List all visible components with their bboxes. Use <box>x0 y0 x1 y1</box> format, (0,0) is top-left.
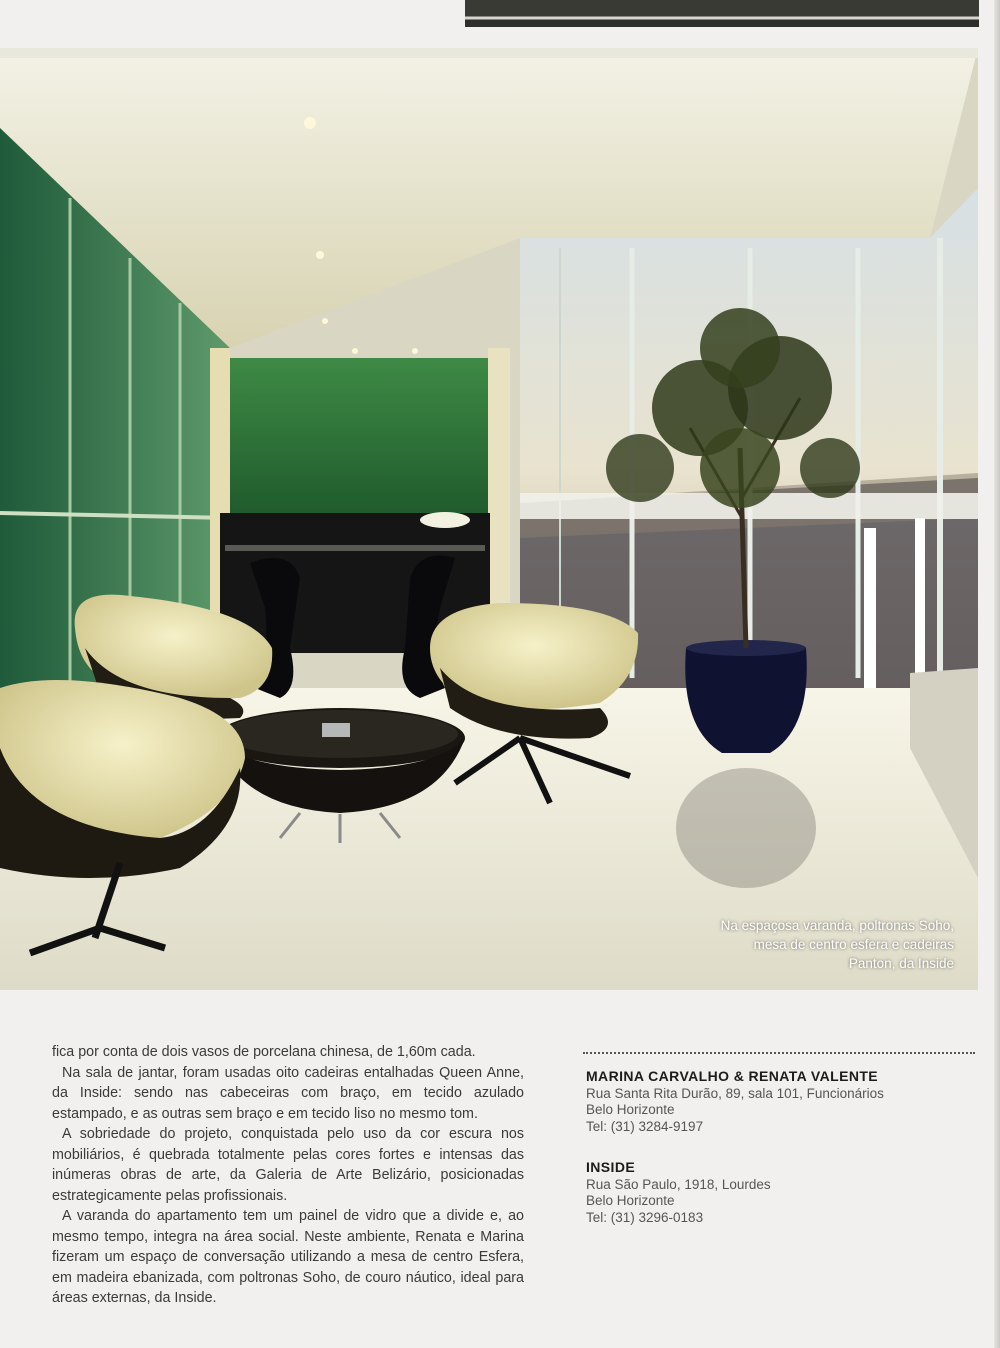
credits-divider <box>583 1052 975 1054</box>
credit-inside <box>586 1159 771 1226</box>
article-paragraph: A varanda do apartamento tem um painel de vidro que a divide e, ao mesmo tempo, integra na área social. Neste ambiente, Renata e Marina fizeram um espaço de conversação utilizando a mesa de centro Esfera, em madeira ebanizada, com poltronas Soho, de couro náutico, ideal para áreas externas, da Inside. <box>52 1208 524 1306</box>
article-body <box>52 1042 524 1309</box>
credit-address: Rua Santa Rita Durão, 89, sala 101, Funcionários <box>586 1085 884 1101</box>
article-paragraph: Na sala de jantar, foram usadas oito cadeiras entalhadas Queen Anne, da Inside: sendo nas cabeceiras com braço, em tecido azulado estampado, e as outras sem braço e em tecido liso no mesmo tom. <box>52 1064 524 1122</box>
previous-photo-strip <box>465 0 979 27</box>
credit-phone: Tel: (31) 3284-9197 <box>586 1118 704 1134</box>
article-paragraph: A sobriedade do projeto, conquistada pelo uso da cor escura nos mobiliários, é quebrada totalmente pelas cores fortes e intensas das inúmeras obras de arte, da Galeria de Arte Belizário, posicionadas estrategicamente pelas profissionais. <box>52 1126 524 1204</box>
caption-line: Na espaçosa varanda, poltronas Soho, <box>720 918 954 933</box>
balcony-illustration <box>0 48 978 990</box>
credit-phone: Tel: (31) 3296-0183 <box>586 1209 704 1225</box>
credit-city: Belo Horizonte <box>586 1102 675 1117</box>
credit-address: Rua São Paulo, 1918, Lourdes <box>586 1176 771 1192</box>
credit-name: INSIDE <box>586 1159 636 1175</box>
credit-name: MARINA CARVALHO & RENATA VALENTE <box>586 1068 879 1084</box>
credit-designers <box>586 1068 884 1135</box>
green-back-wall <box>220 358 490 518</box>
page-edge <box>994 0 1000 1348</box>
balcony-photo <box>0 48 978 990</box>
photo-caption <box>721 916 954 973</box>
article-paragraph: fica por conta de dois vasos de porcelana chinesa, de 1,60m cada. <box>52 1044 476 1060</box>
credit-city: Belo Horizonte <box>586 1193 675 1208</box>
caption-line: mesa de centro esfera e cadeiras <box>753 937 954 952</box>
caption-line: Panton, da Inside <box>848 956 954 971</box>
